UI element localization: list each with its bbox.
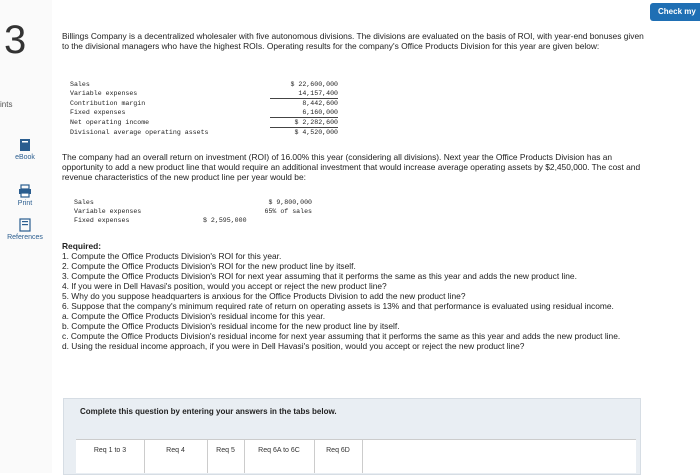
row-label: Sales (70, 81, 90, 88)
required-list (62, 251, 644, 351)
answer-panel (63, 398, 641, 475)
row-value: 65% of sales (264, 208, 312, 215)
row-label: Fixed expenses (70, 109, 126, 117)
list-item: c. Compute the Office Products Division's residual income for next year assuming that it performs the same as this year and adds the new product line. (62, 331, 621, 341)
tab-req-1-to-3[interactable]: Req 1 to 3 (76, 440, 145, 473)
list-item: 6. Suppose that the company's minimum required rate of return on operating assets is 13% and that performance is evaluated using residual income. (62, 301, 614, 311)
table-row (70, 99, 338, 109)
list-item: b. Compute the Office Products Division's residual income for the new product line by itself. (62, 321, 400, 331)
row-value: $ 2,595,000 (203, 217, 247, 224)
row-value: $ 2,282,600 (270, 118, 338, 128)
table-row (70, 128, 338, 138)
list-item: 1. Compute the Office Products Division's ROI for this year. (62, 251, 282, 261)
ebook-link[interactable] (2, 138, 48, 161)
print-label: Print (17, 200, 33, 207)
list-item: 5. Why do you suppose headquarters is anxious for the Office Products Division to add the new product line? (62, 291, 466, 301)
list-item: a. Compute the Office Products Division's residual income for this year. (62, 311, 326, 321)
complete-instruction: Complete this question by entering your answers in the tabs below. (80, 407, 337, 416)
results-table (70, 80, 338, 137)
tab-req-6d[interactable]: Req 6D (314, 440, 363, 473)
table-row (74, 216, 312, 225)
printer-icon (18, 184, 32, 198)
table-row (70, 80, 338, 89)
row-label: Divisional average operating assets (70, 128, 209, 136)
list-item: 3. Compute the Office Products Division's ROI for next year assuming that it performs the same as this year and adds the new product line. (62, 271, 577, 281)
list-item: 4. If you were in Dell Havasi's position, would you accept or reject the new product line? (62, 281, 387, 291)
row-label: Contribution margin (70, 99, 146, 107)
list-item: d. Using the residual income approach, if you were in Dell Havasi's position, would you accept or reject the new product line? (62, 341, 525, 351)
table-row (70, 89, 338, 99)
tab-bar (76, 439, 636, 473)
row-label: Variable expenses (74, 208, 142, 215)
row-label: Fixed expenses (74, 217, 130, 224)
tab-req-4[interactable]: Req 4 (144, 440, 208, 473)
list-item: 2. Compute the Office Products Division's ROI for the new product line by itself. (62, 261, 356, 271)
row-value: $ 22,600,000 (290, 81, 338, 88)
references-label: References (7, 234, 43, 241)
required-title: Required: (62, 241, 102, 251)
row-label: Variable expenses (70, 90, 138, 98)
new-product-paragraph: The company had an overall return on investment (ROI) of 16.00% this year (considering all divisions). Next year the Office Products Division has an opportunity to add a new product line that would require an additional investment that would increase average operating assets by $2,450,000. The cost and revenue characteristics of the new product line per year would be: (62, 152, 641, 182)
intro-paragraph: Billings Company is a decentralized wholesaler with five autonomous divisions. The divisions are evaluated on the basis of ROI, with year-end bonuses given to the divisional managers who have the highest ROIs. Operating results for the company's Office Products Division for this year are given below: (62, 31, 644, 51)
row-label: Net operating income (70, 119, 150, 126)
ebook-label: eBook (15, 154, 35, 161)
question-number: 3 (4, 18, 27, 62)
table-row (70, 108, 338, 118)
table-row (74, 198, 312, 207)
row-value: $ 4,520,000 (270, 128, 338, 138)
check-my-work-button[interactable]: Check my (650, 3, 700, 21)
table-row (74, 207, 312, 216)
tab-req-6a-to-6c[interactable]: Req 6A to 6C (244, 440, 315, 473)
table-row (70, 118, 338, 128)
row-value: 6,160,000 (302, 109, 338, 116)
row-value: 14,157,400 (298, 90, 338, 97)
references-icon (18, 218, 32, 232)
book-icon (18, 138, 32, 152)
row-value: 8,442,600 (270, 99, 338, 109)
new-line-table (74, 198, 312, 225)
tab-req-5[interactable]: Req 5 (207, 440, 245, 473)
print-link[interactable] (2, 184, 48, 207)
row-value: $ 9,800,000 (268, 199, 312, 206)
row-label: Sales (74, 199, 94, 206)
references-link[interactable] (2, 218, 48, 241)
points-label: ints (0, 100, 13, 109)
